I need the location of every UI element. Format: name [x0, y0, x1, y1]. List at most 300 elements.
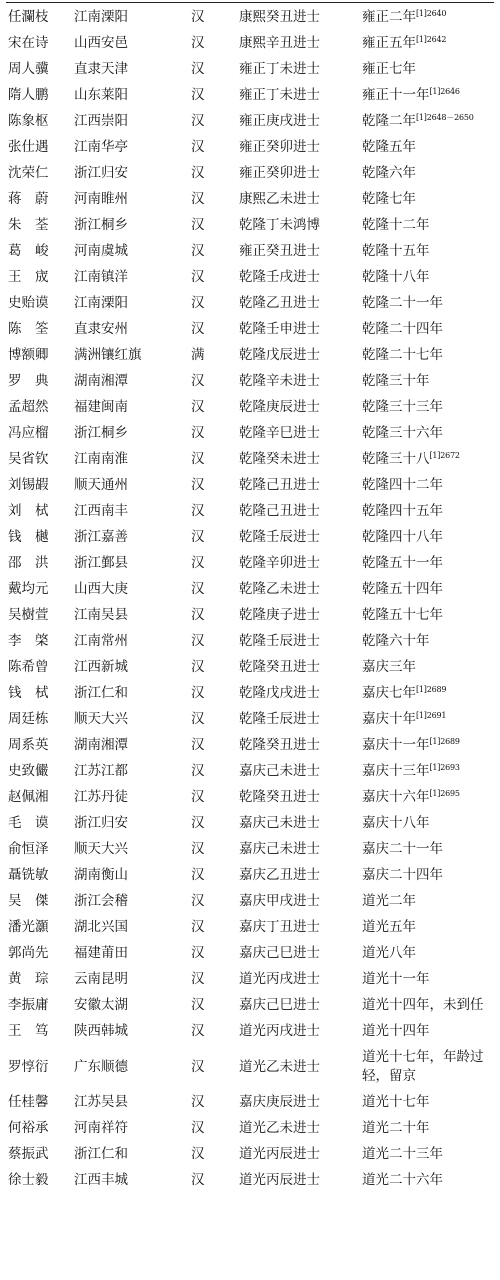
name-cell: 王 笃 — [8, 1023, 49, 1039]
table-row — [8, 993, 496, 1019]
table-row — [8, 837, 496, 863]
degree-cell: 道光乙未进士 — [239, 1058, 320, 1075]
tenure-cell — [362, 889, 496, 915]
ethnicity-cell: 汉 — [191, 9, 205, 25]
origin-cell: 浙江归安 — [74, 165, 128, 181]
origin-cell: 河南睢州 — [74, 191, 128, 207]
tenure-cell — [362, 1045, 496, 1090]
tenure-text: 乾隆四十八年 — [362, 529, 443, 545]
table-row — [8, 317, 496, 343]
origin-cell: 江南溧阳 — [74, 295, 128, 311]
degree-cell: 乾隆戊戌进士 — [239, 685, 320, 701]
tenure-cell — [362, 785, 496, 811]
table-row — [8, 889, 496, 915]
ethnicity-cell: 汉 — [191, 321, 205, 337]
origin-cell: 山西大庚 — [74, 581, 128, 597]
degree-cell: 道光丙辰进士 — [239, 1146, 320, 1162]
ethnicity-cell: 汉 — [191, 113, 205, 129]
degree-cell: 嘉庆己未进士 — [239, 763, 320, 779]
table-row — [8, 213, 496, 239]
tenure-text: 乾隆十二年 — [362, 217, 430, 233]
origin-cell: 湖南湘潭 — [74, 737, 128, 753]
origin-cell: 江南镇洋 — [74, 269, 128, 285]
table-row — [8, 161, 496, 187]
degree-cell: 雍正癸丑进士 — [239, 243, 320, 259]
origin-cell: 直隶天津 — [74, 61, 128, 77]
table-row — [8, 707, 496, 733]
degree-cell: 乾隆乙丑进士 — [239, 295, 320, 311]
tenure-cell — [362, 525, 496, 551]
origin-cell: 满洲镶红旗 — [74, 347, 142, 363]
tenure-text: 雍正七年 — [362, 61, 416, 77]
origin-cell: 陕西韩城 — [74, 1023, 128, 1039]
degree-cell: 乾隆壬申进士 — [239, 321, 320, 337]
origin-cell: 浙江仁和 — [74, 685, 128, 701]
name-cell: 隋人鹏 — [8, 87, 49, 103]
table-row — [8, 57, 496, 83]
name-cell: 陈象枢 — [8, 113, 49, 129]
tenure-text: 雍正五年 — [362, 35, 416, 51]
tenure-cell — [362, 447, 496, 473]
degree-cell: 嘉庆己未进士 — [239, 815, 320, 831]
degree-cell: 乾隆辛卯进士 — [239, 555, 320, 571]
tenure-text: 乾隆五十一年 — [362, 555, 443, 571]
name-cell: 陈希曾 — [8, 659, 49, 675]
name-cell: 周系英 — [8, 737, 49, 753]
ethnicity-cell: 汉 — [191, 269, 205, 285]
origin-cell: 福建莆田 — [74, 945, 128, 961]
name-cell: 周人骥 — [8, 61, 49, 77]
origin-cell: 云南昆明 — [74, 971, 128, 987]
ethnicity-cell: 汉 — [191, 35, 205, 51]
ethnicity-cell: 汉 — [191, 425, 205, 441]
origin-cell: 江南南淮 — [74, 451, 128, 467]
origin-cell: 江苏丹徒 — [74, 789, 128, 805]
table-row — [8, 1116, 496, 1142]
table-row — [8, 941, 496, 967]
ethnicity-cell: 汉 — [191, 1023, 205, 1039]
ethnicity-cell: 汉 — [191, 581, 205, 597]
tenure-cell — [362, 161, 496, 187]
ethnicity-cell: 汉 — [191, 919, 205, 935]
ethnicity-cell: 汉 — [191, 711, 205, 727]
degree-cell: 乾隆癸未进士 — [239, 451, 320, 467]
tenure-cell — [362, 5, 496, 31]
table-row — [8, 525, 496, 551]
ethnicity-cell: 汉 — [191, 451, 205, 467]
degree-cell: 乾隆辛巳进士 — [239, 425, 320, 441]
name-cell: 朱 荃 — [8, 217, 49, 233]
tenure-text: 乾隆六年 — [362, 165, 416, 181]
ethnicity-cell: 汉 — [191, 685, 205, 701]
ethnicity-cell: 汉 — [191, 555, 205, 571]
tenure-cell — [362, 213, 496, 239]
name-cell: 宋在诗 — [8, 35, 49, 51]
name-cell: 罗惇衍 — [8, 1058, 49, 1075]
tenure-cell — [362, 395, 496, 421]
tenure-cell — [362, 369, 496, 395]
name-cell: 博额卿 — [8, 347, 49, 363]
tenure-cell — [362, 707, 496, 733]
name-cell: 吴省钦 — [8, 451, 49, 467]
ethnicity-cell: 汉 — [191, 1146, 205, 1162]
degree-cell: 乾隆己丑进士 — [239, 477, 320, 493]
table-row — [8, 395, 496, 421]
degree-cell: 乾隆壬辰进士 — [239, 529, 320, 545]
tenure-cell — [362, 317, 496, 343]
tenure-cell — [362, 1142, 496, 1168]
name-cell: 刘锡嘏 — [8, 477, 49, 493]
tenure-cell — [362, 1090, 496, 1116]
tenure-text: 乾隆六十年 — [362, 633, 430, 649]
name-cell: 毛 谟 — [8, 815, 49, 831]
degree-cell: 乾隆壬戌进士 — [239, 269, 320, 285]
degree-cell: 嘉庆己巳进士 — [239, 945, 320, 961]
ethnicity-cell: 汉 — [191, 399, 205, 415]
table-row — [8, 83, 496, 109]
tenure-text: 乾隆五十七年 — [362, 607, 443, 623]
name-cell: 吴 傑 — [8, 893, 49, 909]
tenure-cell — [362, 941, 496, 967]
origin-cell: 江西丰城 — [74, 1172, 128, 1188]
ethnicity-cell: 汉 — [191, 191, 205, 207]
table-row — [8, 369, 496, 395]
name-cell: 邵 洪 — [8, 555, 49, 571]
name-cell: 蒋 蔚 — [8, 191, 49, 207]
degree-cell: 嘉庆丁丑进士 — [239, 919, 320, 935]
name-cell: 李 棨 — [8, 633, 49, 649]
tenure-cell — [362, 187, 496, 213]
origin-cell: 山西安邑 — [74, 35, 128, 51]
name-cell: 钱 樾 — [8, 529, 49, 545]
tenure-cell — [362, 603, 496, 629]
ethnicity-cell: 满 — [191, 347, 205, 363]
origin-cell: 河南祥符 — [74, 1120, 128, 1136]
ethnicity-cell: 汉 — [191, 503, 205, 519]
table-row — [8, 421, 496, 447]
table-row — [8, 863, 496, 889]
tenure-text: 乾隆五年 — [362, 139, 416, 155]
tenure-text: 乾隆五十四年 — [362, 581, 443, 597]
tenure-cell — [362, 343, 496, 369]
degree-cell: 嘉庆己巳进士 — [239, 997, 320, 1013]
degree-cell: 乾隆庚辰进士 — [239, 399, 320, 415]
ethnicity-cell: 汉 — [191, 139, 205, 155]
ethnicity-cell: 汉 — [191, 607, 205, 623]
ethnicity-cell: 汉 — [191, 763, 205, 779]
origin-cell: 顺天大兴 — [74, 711, 128, 727]
tenure-cell — [362, 1019, 496, 1045]
origin-cell: 福建闽南 — [74, 399, 128, 415]
degree-cell: 乾隆壬辰进士 — [239, 633, 320, 649]
tenure-text: 道光十一年 — [362, 971, 430, 987]
table-top-rule — [6, 2, 494, 3]
tenure-cell — [362, 551, 496, 577]
table-row — [8, 1168, 496, 1194]
origin-cell: 江南常州 — [74, 633, 128, 649]
tenure-cell — [362, 1168, 496, 1194]
degree-cell: 雍正癸卯进士 — [239, 165, 320, 181]
table-row — [8, 1019, 496, 1045]
tenure-text: 乾隆四十二年 — [362, 477, 443, 493]
name-cell: 陈 筌 — [8, 321, 49, 337]
name-cell: 任瀾枝 — [8, 9, 49, 25]
table-row — [8, 1045, 496, 1090]
tenure-cell — [362, 837, 496, 863]
tenure-text: 嘉庆十三年 — [362, 763, 430, 779]
table-row — [8, 785, 496, 811]
name-cell: 钱 栻 — [8, 685, 49, 701]
name-cell: 俞恒泽 — [8, 841, 49, 857]
tenure-text: 道光二年 — [362, 893, 416, 909]
ethnicity-cell: 汉 — [191, 373, 205, 389]
degree-cell: 康熙癸丑进士 — [239, 9, 320, 25]
name-cell: 刘 栻 — [8, 503, 49, 519]
origin-cell: 直隶安州 — [74, 321, 128, 337]
tenure-text: 道光十七年，年龄过轻，留京 — [362, 1049, 484, 1084]
ethnicity-cell: 汉 — [191, 971, 205, 987]
citation-note: [1]2689 — [416, 685, 447, 694]
ethnicity-cell: 汉 — [191, 243, 205, 259]
table-row — [8, 447, 496, 473]
table-row — [8, 733, 496, 759]
tenure-text: 乾隆七年 — [362, 191, 416, 207]
name-cell: 李振庸 — [8, 997, 49, 1013]
ethnicity-cell: 汉 — [191, 477, 205, 493]
table-row — [8, 265, 496, 291]
table-row — [8, 499, 496, 525]
name-cell: 史贻谟 — [8, 295, 49, 311]
tenure-cell — [362, 1116, 496, 1142]
table-row — [8, 551, 496, 577]
degree-cell: 雍正庚戌进士 — [239, 113, 320, 129]
degree-cell: 嘉庆庚辰进士 — [239, 1094, 320, 1110]
name-cell: 孟超然 — [8, 399, 49, 415]
origin-cell: 浙江桐乡 — [74, 217, 128, 233]
tenure-cell — [362, 915, 496, 941]
tenure-text: 乾隆三十三年 — [362, 399, 443, 415]
origin-cell: 江苏江都 — [74, 763, 128, 779]
table-row — [8, 811, 496, 837]
ethnicity-cell: 汉 — [191, 737, 205, 753]
table-row — [8, 473, 496, 499]
name-cell: 任桂馨 — [8, 1094, 49, 1110]
tenure-text: 道光十四年 — [362, 1023, 430, 1039]
origin-cell: 浙江会稽 — [74, 893, 128, 909]
tenure-text: 道光二十三年 — [362, 1146, 443, 1162]
origin-cell: 浙江桐乡 — [74, 425, 128, 441]
origin-cell: 顺天通州 — [74, 477, 128, 493]
table-row — [8, 135, 496, 161]
tenure-text: 嘉庆七年 — [362, 685, 416, 701]
tenure-text: 道光八年 — [362, 945, 416, 961]
name-cell: 罗 典 — [8, 373, 49, 389]
ethnicity-cell: 汉 — [191, 1172, 205, 1188]
table-row — [8, 967, 496, 993]
tenure-cell — [362, 863, 496, 889]
table-row — [8, 577, 496, 603]
citation-note: [1]2672 — [429, 451, 460, 460]
table-row — [8, 681, 496, 707]
ethnicity-cell: 汉 — [191, 1058, 205, 1075]
tenure-text: 道光二十年 — [362, 1120, 430, 1136]
tenure-text: 嘉庆十年 — [362, 711, 416, 727]
tenure-text: 乾隆四十五年 — [362, 503, 443, 519]
ethnicity-cell: 汉 — [191, 217, 205, 233]
table-row — [8, 5, 496, 31]
tenure-text: 乾隆三十八 — [362, 451, 430, 467]
table-row — [8, 109, 496, 135]
ethnicity-cell: 汉 — [191, 789, 205, 805]
tenure-text: 乾隆十八年 — [362, 269, 430, 285]
degree-cell: 乾隆癸丑进士 — [239, 737, 320, 753]
degree-cell: 乾隆丁未鸿博 — [239, 217, 320, 233]
citation-note: [1]2693 — [429, 763, 460, 772]
tenure-cell — [362, 967, 496, 993]
degree-cell: 乾隆戊辰进士 — [239, 347, 320, 363]
citation-note: [1]2640 — [416, 9, 447, 18]
tenure-cell — [362, 473, 496, 499]
origin-cell: 顺天大兴 — [74, 841, 128, 857]
name-cell: 史致儼 — [8, 763, 49, 779]
degree-cell: 雍正丁未进士 — [239, 61, 320, 77]
degree-cell: 乾隆庚子进士 — [239, 607, 320, 623]
name-cell: 蔡振武 — [8, 1146, 49, 1162]
name-cell: 葛 峻 — [8, 243, 49, 259]
table-row — [8, 31, 496, 57]
table-row — [8, 1142, 496, 1168]
ethnicity-cell: 汉 — [191, 945, 205, 961]
origin-cell: 江苏吴县 — [74, 1094, 128, 1110]
ethnicity-cell: 汉 — [191, 529, 205, 545]
degree-cell: 雍正癸卯进士 — [239, 139, 320, 155]
tenure-cell — [362, 577, 496, 603]
ethnicity-cell: 汉 — [191, 841, 205, 857]
name-cell: 潘光灝 — [8, 919, 49, 935]
tenure-cell — [362, 135, 496, 161]
tenure-text: 嘉庆三年 — [362, 659, 416, 675]
degree-cell: 乾隆己丑进士 — [239, 503, 320, 519]
degree-cell: 道光丙戌进士 — [239, 971, 320, 987]
name-cell: 张仕遇 — [8, 139, 49, 155]
table-row — [8, 187, 496, 213]
name-cell: 王 宬 — [8, 269, 49, 285]
degree-cell: 康熙乙未进士 — [239, 191, 320, 207]
tenure-cell — [362, 57, 496, 83]
tenure-text: 道光十四年，未到任 — [362, 997, 484, 1013]
name-cell: 沈荣仁 — [8, 165, 49, 181]
ethnicity-cell: 汉 — [191, 1094, 205, 1110]
ethnicity-cell: 汉 — [191, 633, 205, 649]
tenure-text: 嘉庆十八年 — [362, 815, 430, 831]
degree-cell: 道光丙辰进士 — [239, 1172, 320, 1188]
name-cell: 戴均元 — [8, 581, 49, 597]
origin-cell: 江南溧阳 — [74, 9, 128, 25]
origin-cell: 广东顺德 — [74, 1058, 128, 1075]
origin-cell: 江南华亭 — [74, 139, 128, 155]
tenure-cell — [362, 291, 496, 317]
tenure-text: 道光二十六年 — [362, 1172, 443, 1188]
degree-cell: 道光丙戌进士 — [239, 1023, 320, 1039]
tenure-text: 嘉庆二十一年 — [362, 841, 443, 857]
table-row — [8, 1090, 496, 1116]
ethnicity-cell: 汉 — [191, 295, 205, 311]
degree-cell: 嘉庆己未进士 — [239, 841, 320, 857]
table-row — [8, 759, 496, 785]
name-cell: 何裕承 — [8, 1120, 49, 1136]
tenure-text: 乾隆二年 — [362, 113, 416, 129]
citation-note: [1]2689 — [429, 737, 460, 746]
name-cell: 徐士毅 — [8, 1172, 49, 1188]
tenure-cell — [362, 681, 496, 707]
tenure-cell — [362, 499, 496, 525]
ethnicity-cell: 汉 — [191, 893, 205, 909]
citation-note: [1]2695 — [429, 789, 460, 798]
tenure-cell — [362, 109, 496, 135]
ethnicity-cell: 汉 — [191, 815, 205, 831]
name-cell: 吴樹萱 — [8, 607, 49, 623]
ethnicity-cell: 汉 — [191, 997, 205, 1013]
table-row — [8, 915, 496, 941]
degree-cell: 乾隆辛未进士 — [239, 373, 320, 389]
name-cell: 聶铣敏 — [8, 867, 49, 883]
name-cell: 冯应榴 — [8, 425, 49, 441]
degree-cell: 康熙辛丑进士 — [239, 35, 320, 51]
tenure-cell — [362, 629, 496, 655]
origin-cell: 江西南丰 — [74, 503, 128, 519]
tenure-text: 乾隆二十四年 — [362, 321, 443, 337]
degree-cell: 道光乙未进士 — [239, 1120, 320, 1136]
tenure-cell — [362, 421, 496, 447]
tenure-text: 乾隆三十年 — [362, 373, 430, 389]
degree-cell: 嘉庆乙丑进士 — [239, 867, 320, 883]
citation-note: [1]2646 — [429, 87, 460, 96]
tenure-text: 嘉庆二十四年 — [362, 867, 443, 883]
table-row — [8, 291, 496, 317]
tenure-cell — [362, 759, 496, 785]
tenure-text: 乾隆十五年 — [362, 243, 430, 259]
origin-cell: 河南虞城 — [74, 243, 128, 259]
origin-cell: 湖南衡山 — [74, 867, 128, 883]
tenure-cell — [362, 239, 496, 265]
degree-cell: 嘉庆甲戌进士 — [239, 893, 320, 909]
origin-cell: 浙江嘉善 — [74, 529, 128, 545]
origin-cell: 浙江仁和 — [74, 1146, 128, 1162]
tenure-cell — [362, 83, 496, 109]
table-row — [8, 603, 496, 629]
origin-cell: 浙江鄞县 — [74, 555, 128, 571]
degree-cell: 乾隆癸丑进士 — [239, 659, 320, 675]
ethnicity-cell: 汉 — [191, 867, 205, 883]
name-cell: 郭尚先 — [8, 945, 49, 961]
tenure-text: 道光十七年 — [362, 1094, 430, 1110]
name-cell: 黄 琮 — [8, 971, 49, 987]
name-cell: 周廷栋 — [8, 711, 49, 727]
ethnicity-cell: 汉 — [191, 87, 205, 103]
tenure-text: 乾隆二十一年 — [362, 295, 443, 311]
table-body — [8, 5, 496, 1194]
tenure-text: 乾隆三十六年 — [362, 425, 443, 441]
origin-cell: 湖南湘潭 — [74, 373, 128, 389]
tenure-text: 道光五年 — [362, 919, 416, 935]
origin-cell: 江西新城 — [74, 659, 128, 675]
name-cell: 赵佩湘 — [8, 789, 49, 805]
origin-cell: 浙江归安 — [74, 815, 128, 831]
ethnicity-cell: 汉 — [191, 165, 205, 181]
citation-note: [1]2691 — [416, 711, 447, 720]
table-row — [8, 655, 496, 681]
tenure-text: 嘉庆十一年 — [362, 737, 430, 753]
